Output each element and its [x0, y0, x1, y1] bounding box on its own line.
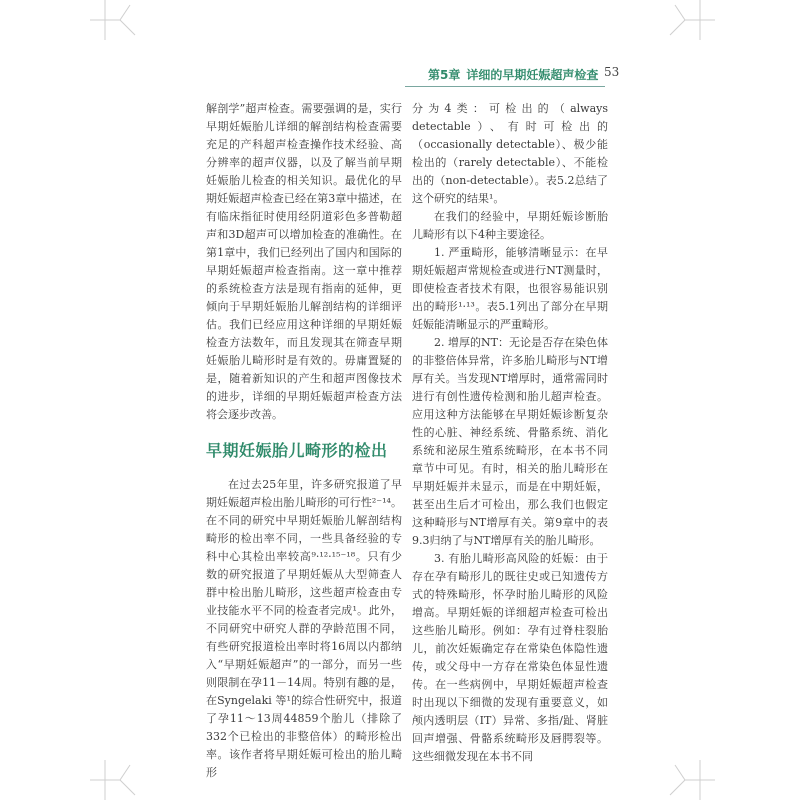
chapter-title: 详细的早期妊娠超声检查: [466, 67, 599, 82]
chapter-label: 第5章: [428, 67, 461, 82]
page-number: 53: [604, 65, 620, 79]
corner-ornament-bottom-left-icon: [90, 760, 160, 800]
section-heading: 早期妊娠胎儿畸形的检出: [206, 441, 388, 460]
left-column: [206, 100, 402, 782]
right-paragraph-4: 2. 增厚的NT：无论是否存在染色体的非整倍体异常，许多胎儿畸形与NT增厚有关。当发现NT增厚时，通常需同时进行有创性遗传检测和胎儿超声检查。应用这种方法能够在早期妊娠诊断复杂性的心脏、神经系统、骨骼系统、消化系统和泌尿生殖系统畸形，在本书不同章节中可见。有时，相关的胎儿畸形在早期妊娠并未显示，而是在中期妊娠，甚至出生后才可检出，那么我们也假定这种畸形与NT增厚有关。第9章中的表9.3归纳了与NT增厚有关的胎儿畸形。: [412, 336, 608, 547]
running-header: [428, 64, 598, 84]
left-paragraph-2: 在过去25年里，许多研究报道了早期妊娠超声检出胎儿畸形的可行性²⁻¹⁴。在不同的研究中早期妊娠胎儿解剖结构畸形的检出率不同，一些具备经验的专科中心其检出率较高⁹·¹²·¹⁵⁻¹⁸。只有少数的研究报道了早期妊娠从大型筛查人群中检出胎儿畸形，这些超声检查由专业技能水平不同的检查者完成¹。此外，不同研究中研究人群的孕龄范围不同，有些研究报道检出率时将16周以内都纳入“早期妊娠超声”的一部分，而另一些则限制在孕11－14周。特别有趣的是，在Syngelaki 等¹的综合性研究中，报道了孕11～13周44859个胎儿（排除了332个已检出的非整倍体）的畸形检出率。该作者将早期妊娠可检出的胎儿畸形: [206, 478, 402, 779]
corner-ornament-bottom-right-icon: [645, 760, 715, 800]
right-column: [412, 100, 608, 766]
right-paragraph-3: 1. 严重畸形，能够清晰显示：在早期妊娠超声常规检查或进行NT测量时，即使检查者技术有限，也很容易能识别出的畸形¹·¹³。表5.1列出了部分在早期妊娠能清晰显示的严重畸形。: [412, 246, 608, 331]
corner-ornament-top-left-icon: [90, 0, 160, 40]
right-paragraph-2: 在我们的经验中，早期妊娠诊断胎儿畸形有以下4种主要途径。: [412, 210, 608, 241]
right-paragraph-1: 分为4类：可检出的（always detectable）、有时可检出的（occasionally detectable）、极少能检出的（rarely detectable）、不能检出的（non-detectable）。表5.2总结了这个研究的结果¹。: [412, 102, 608, 205]
corner-ornament-top-right-icon: [645, 0, 715, 40]
header-rule: [405, 86, 605, 87]
left-paragraph-1: 解剖学”超声检查。需要强调的是，实行早期妊娠胎儿详细的解剖结构检查需要充足的产科超声检查操作技术经验、高分辨率的超声仪器，以及了解当前早期妊娠胎儿检查的相关知识。最优化的早期妊娠超声检查已经在第3章中描述，在有临床指征时使用经阴道彩色多普勒超声和3D超声可以增加检查的准确性。在第1章中，我们已经列出了国内和国际的早期妊娠超声检查指南。这一章中推荐的系统检查方法是现有指南的延伸，更倾向于早期妊娠胎儿解剖结构的详细评估。我们已经应用这种详细的早期妊娠检查方法数年，而且发现其在筛查早期妊娠胎儿畸形时是有效的。毋庸置疑的是，随着新知识的产生和超声图像技术的进步，详细的早期妊娠超声检查方法将会逐步改善。: [206, 102, 402, 421]
right-paragraph-5: 3. 有胎儿畸形高风险的妊娠：由于存在孕有畸形儿的既往史或已知遗传方式的特殊畸形，怀孕时胎儿畸形的风险增高。早期妊娠的详细超声检查可检出这些胎儿畸形。例如：孕有过脊柱裂胎儿，前次妊娠确定存在常染色体隐性遗传，或父母中一方存在常染色体显性遗传。在一些病例中，早期妊娠超声检查时出现以下细微的发现有重要意义，如颅内透明层（IT）异常、多指/趾、肾脏回声增强、骨骼系统畸形及唇腭裂等。这些细微发现在本书不同: [412, 552, 608, 763]
